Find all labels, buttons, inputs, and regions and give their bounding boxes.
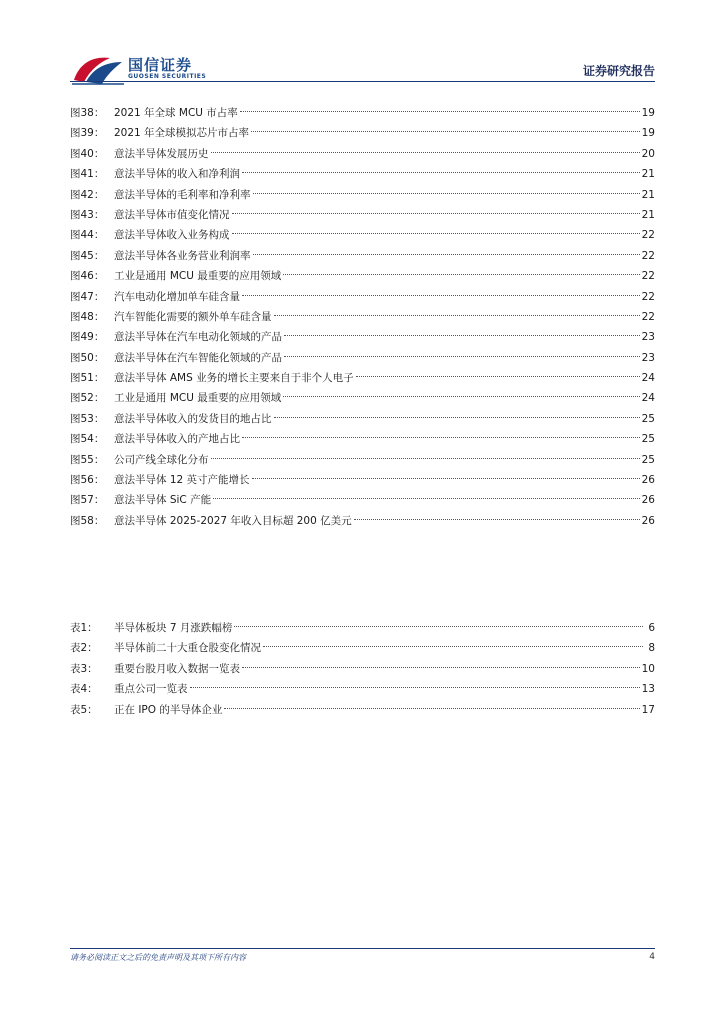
figure-entry-page: 19	[641, 107, 655, 119]
figure-entry-title: 工业是通用 MCU 最重要的应用领域	[114, 270, 282, 283]
figure-entry-label: 图46：	[70, 270, 105, 283]
dot-leader	[234, 626, 643, 627]
dot-leader	[232, 233, 640, 234]
figure-entry-title: 工业是通用 MCU 最重要的应用领域	[114, 392, 282, 405]
figure-entry-page: 21	[641, 188, 655, 201]
figure-entry-page: 25	[641, 453, 655, 466]
figure-entry-label: 图41：	[70, 168, 105, 181]
figure-entry-label: 图52：	[70, 392, 105, 405]
figure-entry-page: 22	[641, 249, 655, 262]
table-entry-title: 半导体板块 7 月涨跌幅榜	[114, 622, 233, 634]
figure-entry-page: 21	[641, 208, 655, 221]
figure-entry-label: 图40：	[70, 147, 105, 160]
figure-entry[interactable]	[70, 287, 655, 307]
dot-leader	[190, 687, 640, 688]
figure-entry-label: 图56：	[70, 474, 105, 487]
figure-entry-page: 26	[641, 494, 655, 507]
dot-leader	[242, 172, 640, 173]
dot-leader	[251, 131, 640, 132]
figure-entry-label: 图54：	[70, 433, 105, 446]
page-number: 4	[649, 952, 655, 962]
figure-entry-title: 意法半导体市值变化情况	[114, 208, 230, 221]
figure-entry-label: 图57：	[70, 494, 105, 507]
figure-list	[70, 103, 655, 531]
figure-entry-title: 意法半导体在汽车智能化领域的产品	[114, 351, 282, 364]
report-type: 证券研究报告	[582, 64, 655, 78]
figure-entry[interactable]	[70, 246, 655, 266]
figure-entry[interactable]	[70, 103, 655, 123]
table-entry-title: 正在 IPO 的半导体企业	[114, 703, 223, 716]
figure-entry-title: 意法半导体 12 英寸产能增长	[114, 474, 250, 487]
figure-entry-page: 22	[641, 270, 655, 283]
dot-leader	[253, 193, 640, 194]
figure-entry-title: 意法半导体收入的发货目的地占比	[114, 412, 272, 425]
figure-entry[interactable]	[70, 490, 655, 510]
dot-leader	[211, 458, 640, 459]
figure-entry-label: 图42：	[70, 188, 105, 201]
figure-entry[interactable]	[70, 225, 655, 245]
figure-entry[interactable]	[70, 450, 655, 470]
table-entry-label: 表5：	[70, 703, 98, 716]
header-divider	[70, 81, 655, 82]
figure-entry-label: 图51：	[70, 372, 105, 385]
table-entry-page: 17	[641, 703, 655, 716]
dot-leader	[242, 295, 640, 296]
table-entry-page: 10	[641, 662, 655, 675]
figure-entry-title: 意法半导体的毛利率和净利率	[114, 188, 251, 201]
figure-entry-page: 24	[641, 372, 655, 385]
figure-entry[interactable]	[70, 429, 655, 449]
dot-leader	[356, 376, 640, 377]
dot-leader	[240, 111, 640, 112]
footer-disclaimer: 请务必阅读正文之后的免责声明及其项下所有内容	[70, 953, 246, 962]
figure-entry[interactable]	[70, 266, 655, 286]
table-entry-page: 13	[641, 683, 655, 696]
table-list	[70, 618, 655, 720]
figure-entry-label: 图50：	[70, 351, 105, 364]
figure-entry[interactable]	[70, 144, 655, 164]
table-entry[interactable]	[70, 679, 655, 699]
figure-entry-title: 汽车电动化增加单车硅含量	[114, 290, 240, 303]
table-entry[interactable]	[70, 659, 655, 679]
company-name-cn: 国信证券	[128, 56, 193, 74]
figure-entry-page: 22	[641, 229, 655, 242]
figure-entry-title: 意法半导体收入的产地占比	[114, 433, 240, 446]
figure-entry-title: 意法半导体 SiC 产能	[114, 494, 212, 507]
figure-entry-title: 意法半导体的收入和净利润	[114, 168, 240, 181]
figure-entry-page: 23	[641, 351, 655, 364]
figure-entry-page: 22	[641, 290, 655, 303]
figure-entry-title: 意法半导体各业务营业利润率	[114, 249, 251, 262]
figure-entry-label: 图44：	[70, 229, 105, 242]
figure-entry[interactable]	[70, 511, 655, 531]
figure-entry[interactable]	[70, 368, 655, 388]
dot-leader	[232, 213, 640, 214]
figure-entry-page: 26	[641, 514, 655, 527]
footer-divider	[70, 948, 655, 949]
figure-entry-page: 25	[641, 433, 655, 446]
figure-entry-title: 意法半导体 AMS 业务的增长主要来自于非个人电子	[114, 372, 354, 385]
dot-leader	[354, 519, 640, 520]
figure-entry-label: 图47：	[70, 290, 105, 303]
dot-leader	[252, 478, 640, 479]
dot-leader	[211, 152, 640, 153]
dot-leader	[213, 498, 640, 499]
figure-entry[interactable]	[70, 388, 655, 408]
figure-entry-label: 图49：	[70, 331, 105, 344]
figure-entry-page: 22	[641, 310, 655, 323]
figure-entry-title: 意法半导体收入业务构成	[114, 229, 230, 242]
figure-entry-label: 图38：	[70, 107, 105, 119]
figure-entry[interactable]	[70, 409, 655, 429]
figure-entry[interactable]	[70, 205, 655, 225]
figure-entry-label: 图53：	[70, 412, 105, 425]
figure-entry-title: 意法半导体在汽车电动化领域的产品	[114, 331, 282, 344]
figure-entry-title: 汽车智能化需要的额外单车硅含量	[114, 310, 272, 323]
figure-entry-title: 意法半导体 2025-2027 年收入目标超 200 亿美元	[114, 514, 352, 527]
figure-entry-page: 23	[641, 331, 655, 344]
figure-entry[interactable]	[70, 123, 655, 143]
table-entry[interactable]	[70, 700, 655, 720]
table-entry-label: 表2：	[70, 642, 98, 655]
table-entry-label: 表3：	[70, 662, 98, 675]
figure-entry[interactable]	[70, 185, 655, 205]
dot-leader	[224, 708, 639, 709]
figure-entry-label: 图48：	[70, 310, 105, 323]
figure-entry-page: 25	[641, 412, 655, 425]
dot-leader	[253, 254, 640, 255]
dot-leader	[242, 437, 640, 438]
dot-leader	[284, 356, 640, 357]
figure-entry-label: 图55：	[70, 453, 105, 466]
figure-entry-page: 19	[641, 127, 655, 140]
figure-entry-page: 21	[641, 168, 655, 181]
table-entry-title: 半导体前二十大重仓股变化情况	[114, 642, 261, 655]
figure-entry-page: 20	[641, 147, 655, 160]
figure-entry-title: 意法半导体发展历史	[114, 147, 209, 160]
table-entry-title: 重点公司一览表	[114, 683, 188, 696]
figure-entry[interactable]	[70, 348, 655, 368]
figure-entry[interactable]	[70, 164, 655, 184]
table-entry-label: 表1：	[70, 622, 98, 634]
figure-entry-label: 图43：	[70, 208, 105, 221]
figure-entry[interactable]	[70, 327, 655, 347]
figure-entry-page: 26	[641, 474, 655, 487]
table-entry[interactable]	[70, 638, 655, 658]
figure-entry-title: 2021 年全球模拟芯片市占率	[114, 127, 250, 140]
figure-entry-page: 24	[641, 392, 655, 405]
table-entry-label: 表4：	[70, 683, 98, 696]
figure-entry-title: 公司产线全球化分布	[114, 453, 209, 466]
table-entry[interactable]	[70, 618, 655, 638]
table-entry-page: 8	[648, 642, 655, 655]
figure-entry[interactable]	[70, 307, 655, 327]
dot-leader	[284, 335, 640, 336]
figure-entry-title: 2021 年全球 MCU 市占率	[114, 107, 238, 119]
figure-entry-label: 图39：	[70, 127, 105, 140]
dot-leader	[242, 667, 640, 668]
dot-leader	[283, 274, 639, 275]
figure-entry-label: 图58：	[70, 514, 105, 527]
figure-entry[interactable]	[70, 470, 655, 490]
dot-leader	[263, 646, 643, 647]
dot-leader	[274, 315, 640, 316]
figure-entry-label: 图45：	[70, 249, 105, 262]
dot-leader	[283, 396, 639, 397]
company-name-en: GUOSEN SECURITIES	[128, 73, 207, 80]
table-entry-page: 6	[648, 622, 655, 634]
dot-leader	[274, 417, 640, 418]
table-entry-title: 重要台股月收入数据一览表	[114, 662, 240, 675]
